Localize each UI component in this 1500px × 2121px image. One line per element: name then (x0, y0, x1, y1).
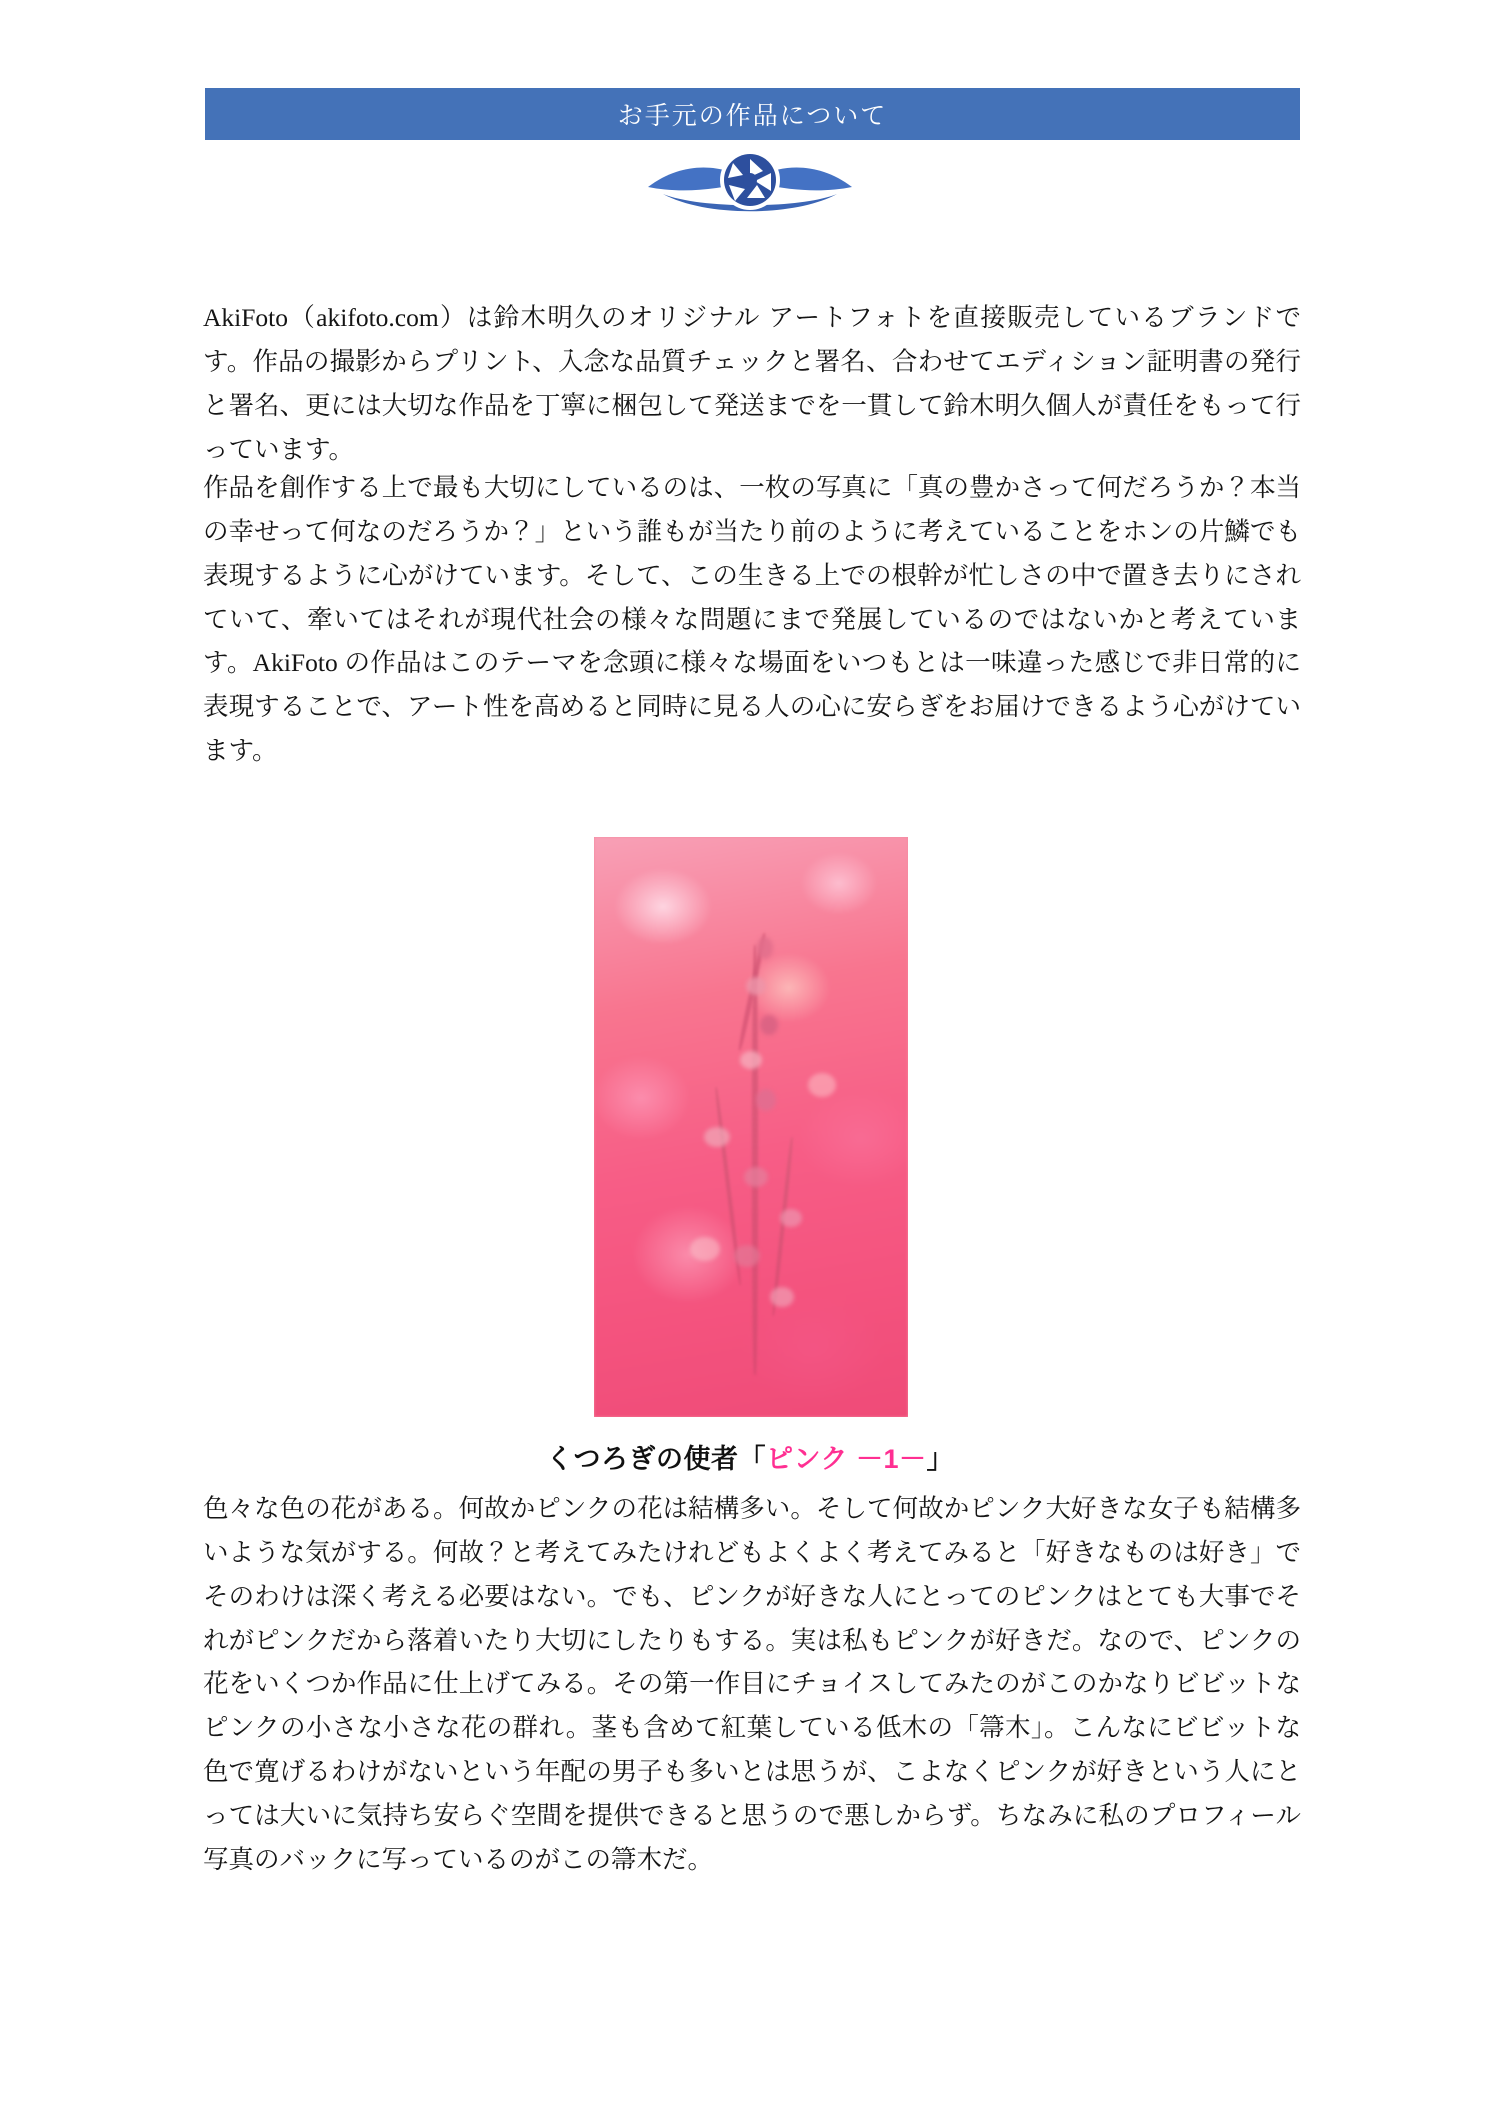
page-header-banner (205, 88, 1300, 140)
artwork-photo (594, 837, 908, 1417)
brand-logo (0, 144, 1500, 224)
bloom-11 (690, 1237, 720, 1261)
bloom-4 (740, 1051, 762, 1069)
artwork-photo-background (594, 837, 908, 1417)
caption-highlight: ピンク －1－ (766, 1444, 927, 1474)
photo-description-block (203, 1487, 1301, 1882)
bloom-12 (808, 1073, 836, 1097)
intro-paragraph-block (203, 296, 1301, 471)
intro-paragraph-text: AkiFoto（akifoto.com）は鈴木明久のオリジナル アートフォトを直接販売しているブランドです。作品の撮影からプリント、入念な品質チェックと署名、合わせてエディション証明書の発行と署名、更には大切な作品を丁寧に梱包して発送までを一貫して鈴木明久個人が責任をもって行っています。 (203, 303, 1301, 464)
philosophy-paragraph-text: 作品を創作する上で最も大切にしているのは、一枚の写真に「真の豊かさって何だろうか？本当の幸せって何なのだろうか？」という誰もが当たり前のように考えていることをホンの片鱗でも表現するように心がけています。そして、この生きる上での根幹が忙しさの中で置き去りにされていて、牽いてはそれが現代社会の様々な問題にまで発展しているのではないかと考えています。AkiFoto の作品はこのテーマを念頭に様々な場面をいつもとは一味違った感じで非日常的に表現することで、アート性を高めると同時に見る人の心に安らぎをお届けできるよう心がけています。 (203, 473, 1301, 766)
bloom-5 (756, 1089, 776, 1111)
bloom-8 (780, 1209, 802, 1227)
bloom-2 (746, 977, 766, 995)
bloom-10 (770, 1287, 794, 1307)
bloom-9 (734, 1245, 760, 1267)
page-title: お手元の作品について (617, 103, 888, 130)
eye-aperture-icon (645, 147, 855, 221)
photo-description-text: 色々な色の花がある。何故かピンクの花は結構多い。そして何故かピンク大好きな女子も結構多いような気がする。何故？と考えてみたけれどもよくよく考えてみると「好きなものは好き」でそのわけは深く考える必要はない。でも、ピンクが好きな人にとってのピンクはとても大事でそれがピンクだから落着いたり大切にしたりもする。実は私もピンクが好きだ。なので、ピンクの花をいくつか作品に仕上げてみる。その第一作目にチョイスしてみたのがこのかなりビビットなピンクの小さな小さな花の群れ。茎も含めて紅葉している低木の「箒木」。こんなにビビットな色で寛げるわけがないという年配の男子も多いとは思うが、こよなくピンクが好きという人にとっては大いに気持ち安らぐ空間を提供できると思うので悪しからず。ちなみに私のプロフィール写真のバックに写っているのがこの箒木だ。 (203, 1494, 1301, 1874)
flower-stem-main (752, 945, 758, 1375)
artwork-caption (0, 1437, 1500, 1476)
caption-suffix: 」 (926, 1444, 954, 1474)
bloom-3 (760, 1015, 778, 1035)
bloom-7 (744, 1167, 768, 1187)
philosophy-paragraph-block (203, 466, 1301, 773)
caption-prefix: くつろぎの使者「 (546, 1444, 766, 1474)
bloom-6 (704, 1127, 730, 1147)
bloom-1 (757, 937, 773, 959)
